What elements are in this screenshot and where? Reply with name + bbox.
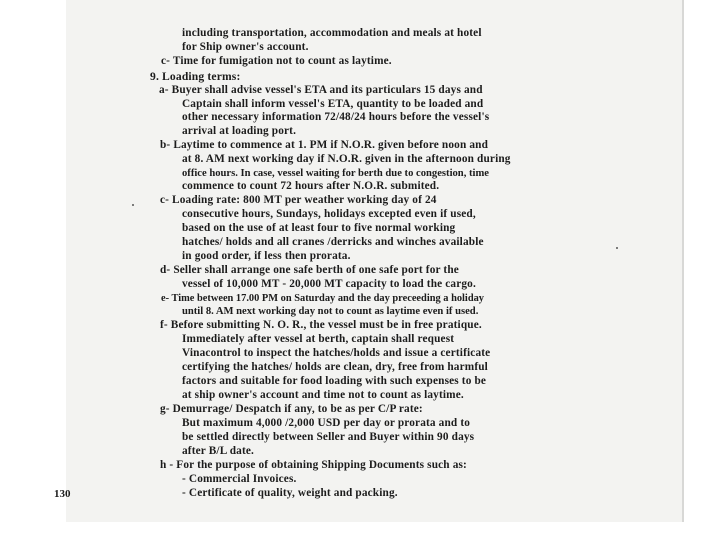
text-line: h - For the purpose of obtaining Shipping Documents such as: <box>160 459 467 471</box>
section-heading: 9. Loading terms: <box>150 70 241 83</box>
text-line: arrival at loading port. <box>182 125 297 137</box>
page-number: 130 <box>54 488 71 500</box>
text-line: b- Laytime to commence at 1. PM if N.O.R. given before noon and <box>160 139 489 151</box>
text-line: Vinacontrol to inspect the hatches/holds and issue a certificate <box>182 347 491 359</box>
text-line: g- Demurrage/ Despatch if any, to be as per C/P rate: <box>160 403 423 415</box>
text-line: certifying the hatches/ holds are clean, dry, free from harmful <box>182 361 488 373</box>
text-line: d- Seller shall arrange one safe berth of one safe port for the <box>160 264 459 276</box>
scan-speck <box>132 204 134 206</box>
text-line: hatches/ holds and all cranes /derricks and winches available <box>182 236 484 248</box>
text-line: factors and suitable for food loading with such expenses to be <box>182 375 487 387</box>
text-line: for Ship owner's account. <box>182 41 309 53</box>
text-line: after B/L date. <box>182 445 255 457</box>
text-line: - Commercial Invoices. <box>182 473 297 485</box>
text-line: office hours. In case, vessel waiting for berth due to congestion, time <box>182 168 489 179</box>
text-line: at 8. AM next working day if N.O.R. given in the afternoon during <box>182 153 511 165</box>
text-line: commence to count 72 hours after N.O.R. submited. <box>182 180 440 192</box>
text-line: Immediately after vessel at berth, captain shall request <box>182 333 455 345</box>
text-line: at ship owner's account and time not to count as laytime. <box>182 389 464 401</box>
text-line: including transportation, accommodation and meals at hotel <box>182 27 482 39</box>
text-line: c- Time for fumigation not to count as laytime. <box>161 55 392 67</box>
text-line: But maximum 4,000 /2,000 USD per day or prorata and to <box>182 417 471 429</box>
page-edge-shadow <box>682 0 684 522</box>
text-line: a- Buyer shall advise vessel's ETA and its particulars 15 days and <box>159 84 483 96</box>
text-line: Captain shall inform vessel's ETA, quantity to be loaded and <box>182 98 484 110</box>
text-line: other necessary information 72/48/24 hours before the vessel's <box>182 111 490 123</box>
text-line: consecutive hours, Sundays, holidays excepted even if used, <box>182 208 476 220</box>
text-line: be settled directly between Seller and Buyer within 90 days <box>182 431 475 443</box>
text-line: f- Before submitting N. O. R., the vessel must be in free pratique. <box>160 319 482 331</box>
text-line: e- Time between 17.00 PM on Saturday and the day preceeding a holiday <box>161 293 484 304</box>
text-line: c- Loading rate: 800 MT per weather working day of 24 <box>160 194 437 206</box>
text-line: vessel of 10,000 MT - 20,000 MT capacity to load the cargo. <box>182 278 476 290</box>
text-line: - Certificate of quality, weight and packing. <box>182 487 398 499</box>
text-line: in good order, if less then prorata. <box>182 250 351 262</box>
scan-speck <box>616 247 618 249</box>
text-line: until 8. AM next working day not to count as laytime even if used. <box>182 306 479 317</box>
text-line: based on the use of at least four to five normal working <box>182 222 456 234</box>
